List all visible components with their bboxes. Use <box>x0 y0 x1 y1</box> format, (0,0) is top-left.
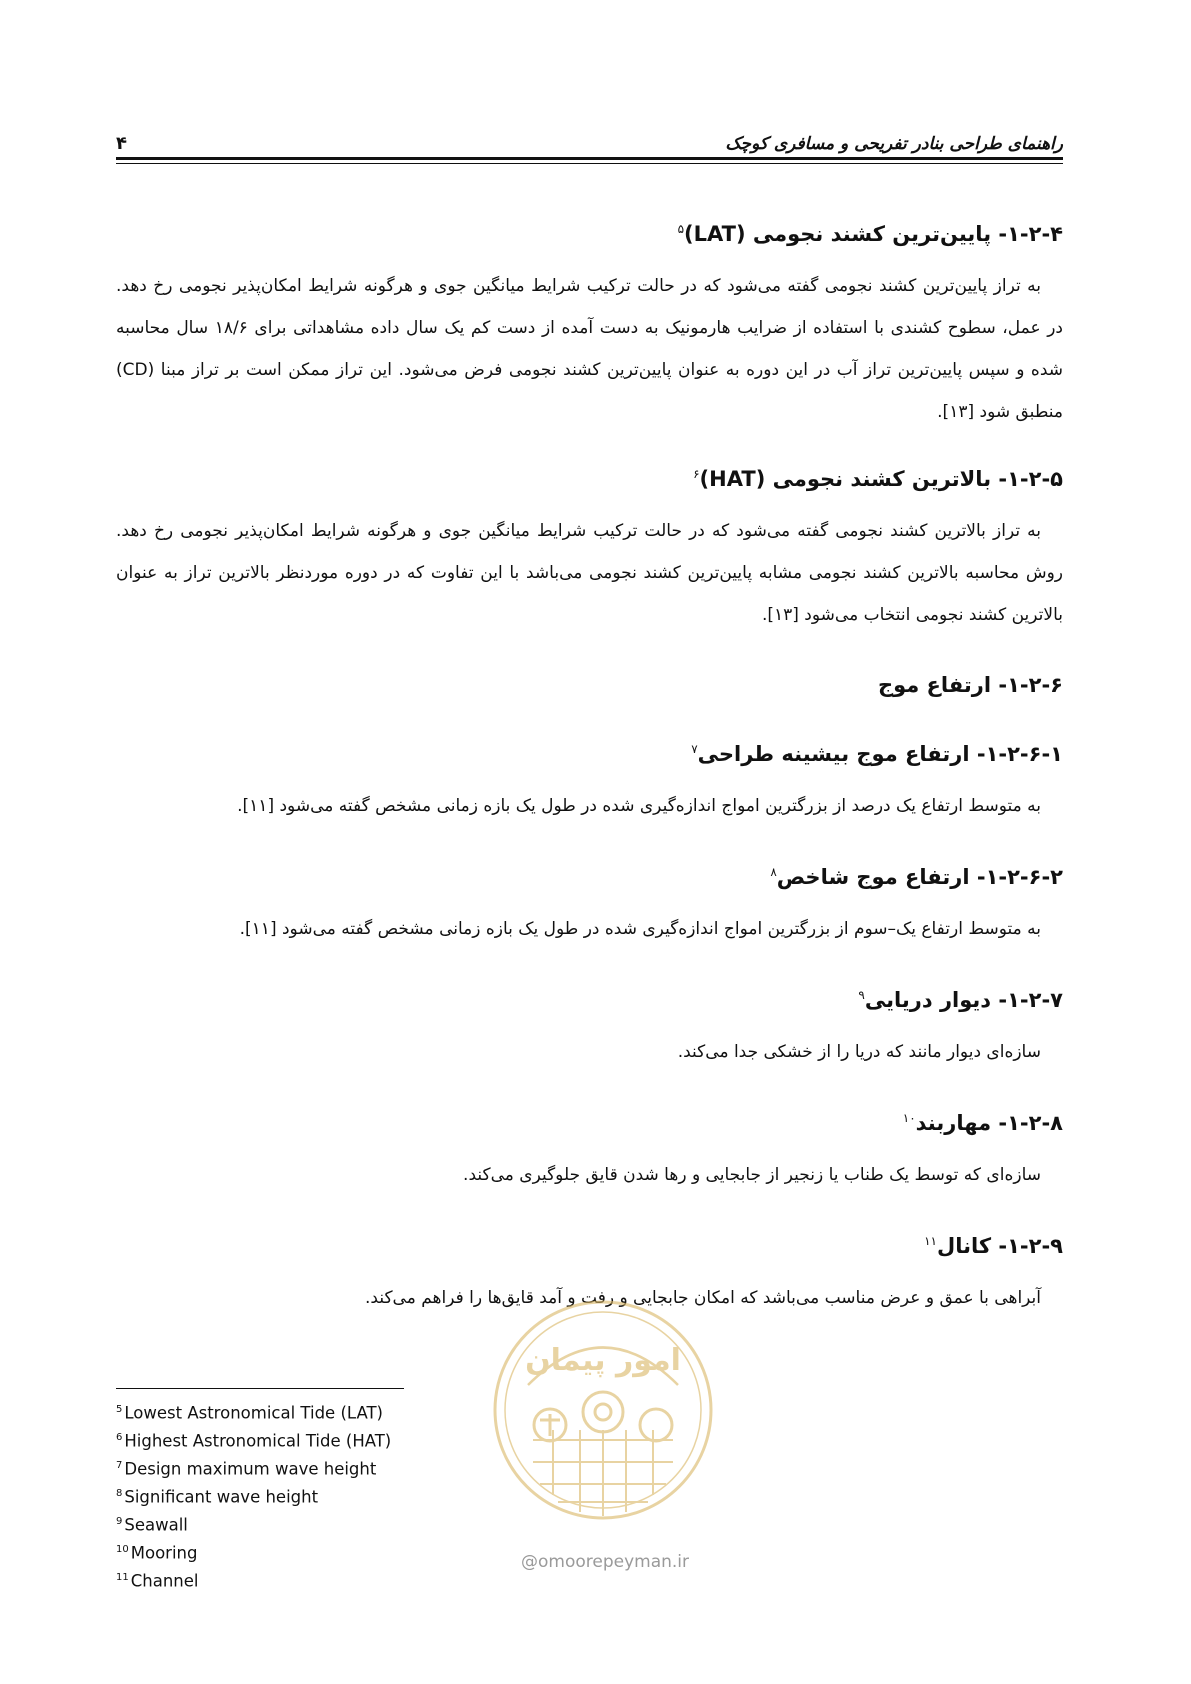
watermark-logo-text: امور پیمان <box>525 1343 681 1378</box>
footnote-text: Significant wave height <box>124 1487 319 1507</box>
footnote-number: 11 <box>116 1572 129 1583</box>
footnote-mark: ۹ <box>858 988 865 1002</box>
section-paragraph: به تراز پایین‌ترین کشند نجومی گفته می‌شود که در حالت ترکیب شرایط میانگین جوی و هرگونه شرایط امکان‌پذیر نجومی رخ دهد. در عمل، سطوح کشندی با استفاده از ضرایب هارمونیک به دست آمده از دست کم یک سال داده مشاهداتی برای ۱۸/۶ سال محاسبه شده و سپس پایین‌ترین تراز آب در این دوره به عنوان پایین‌ترین کشند نجومی فرض می‌شود. این تراز ممکن است بر تراز مبنا (CD) منطبق شود [۱۳]. <box>116 276 1063 422</box>
section-heading <box>116 980 1063 1015</box>
footnote-number: 9 <box>116 1516 123 1527</box>
footnote-number: 5 <box>116 1404 123 1415</box>
book-title: راهنمای طراحی بنادر تفریحی و مسافری کوچک <box>725 134 1063 154</box>
section-heading-text: ۱-۲-۴- پایین‌ترین کشند نجومی (LAT) <box>684 222 1063 246</box>
footnote-text: Channel <box>130 1571 199 1591</box>
section-paragraph: سازه‌ای که توسط یک طناب یا زنجیر از جابجایی و رها شدن قایق جلوگیری می‌کند. <box>463 1165 1041 1185</box>
main-content <box>116 214 1063 1349</box>
header-rule-thick <box>116 157 1063 160</box>
header-rule-thin <box>116 163 1063 164</box>
footnote-number: 6 <box>116 1432 123 1443</box>
footnote-item <box>116 1398 391 1426</box>
running-header <box>116 128 1063 154</box>
section-heading <box>116 857 1063 892</box>
section-heading-text: ۱-۲-۶-۱- ارتفاع موج بیشینه طراحی <box>697 742 1063 766</box>
section-heading <box>116 734 1063 769</box>
watermark-url: @omoorepeyman.ir <box>520 1552 690 1572</box>
section-paragraph: آبراهی با عمق و عرض مناسب می‌باشد که امکان جابجایی و رفت و آمد قایق‌ها را فراهم می‌کند. <box>365 1288 1041 1308</box>
footnote-mark: ۸ <box>770 865 777 879</box>
section-heading-text: ۱-۲-۹- کانال <box>936 1234 1063 1258</box>
section-heading-text: ۱-۲-۵- بالاترین کشند نجومی (HAT) <box>699 467 1063 491</box>
footnote-mark: ۷ <box>691 742 698 756</box>
section-heading-text: ۱-۲-۸- مهاربند <box>915 1111 1063 1135</box>
footnote-number: 7 <box>116 1460 123 1471</box>
footnote-text: Seawall <box>124 1515 188 1535</box>
footnote-mark: ۱۰ <box>902 1111 916 1125</box>
footnote-item <box>116 1566 391 1594</box>
section-heading <box>116 670 1063 700</box>
footnote-number: 10 <box>116 1544 129 1555</box>
footnote-item <box>116 1454 391 1482</box>
footnote-item <box>116 1482 391 1510</box>
section-heading <box>116 459 1063 494</box>
footnote-mark: ۱۱ <box>924 1234 937 1248</box>
footnote-mark: ۵ <box>677 222 685 236</box>
section-heading-text: ۱-۲-۷- دیوار دریایی <box>864 988 1063 1012</box>
section-paragraph: سازه‌ای دیوار مانند که دریا را از خشکی جدا می‌کند. <box>677 1042 1041 1062</box>
footnote-rule <box>116 1388 404 1389</box>
section-heading <box>116 1226 1063 1261</box>
watermark-logo <box>488 1290 718 1590</box>
footnote-text: Design maximum wave height <box>124 1459 377 1479</box>
section-heading <box>116 1103 1063 1138</box>
footnote-number: 8 <box>116 1488 123 1499</box>
section-paragraph: به تراز بالاترین کشند نجومی گفته می‌شود که در حالت ترکیب شرایط میانگین جوی و هرگونه شرایط امکان‌پذیر نجومی رخ دهد. روش محاسبه بالاترین کشند نجومی مشابه پایین‌ترین کشند نجومی می‌باشد با این تفاوت که در دوره موردنظر بالاترین تراز به عنوان بالاترین کشند نجومی انتخاب می‌شود [۱۳]. <box>116 521 1063 625</box>
section-paragraph: به متوسط ارتفاع یک–سوم از بزرگترین امواج اندازه‌گیری شده در طول یک بازه زمانی مشخص گفته می‌شود [۱۱]. <box>239 919 1041 939</box>
footnote-item <box>116 1426 391 1454</box>
footnotes <box>116 1398 391 1594</box>
section-heading-text: ۱-۲-۶-۲- ارتفاع موج شاخص <box>776 865 1063 889</box>
footnote-item <box>116 1510 391 1538</box>
page-number: ۴ <box>116 133 127 154</box>
footnote-text: Highest Astronomical Tide (HAT) <box>124 1431 392 1451</box>
footnote-text: Lowest Astronomical Tide (LAT) <box>124 1403 383 1423</box>
footnote-item <box>116 1538 391 1566</box>
footnote-mark: ۶ <box>693 467 700 481</box>
section-heading <box>116 214 1063 249</box>
footnote-text: Mooring <box>130 1543 198 1563</box>
section-paragraph: به متوسط ارتفاع یک درصد از بزرگترین امواج اندازه‌گیری شده در طول یک بازه زمانی مشخص گفته می‌شود [۱۱]. <box>237 796 1041 816</box>
section-heading-text: ۱-۲-۶- ارتفاع موج <box>877 673 1063 697</box>
